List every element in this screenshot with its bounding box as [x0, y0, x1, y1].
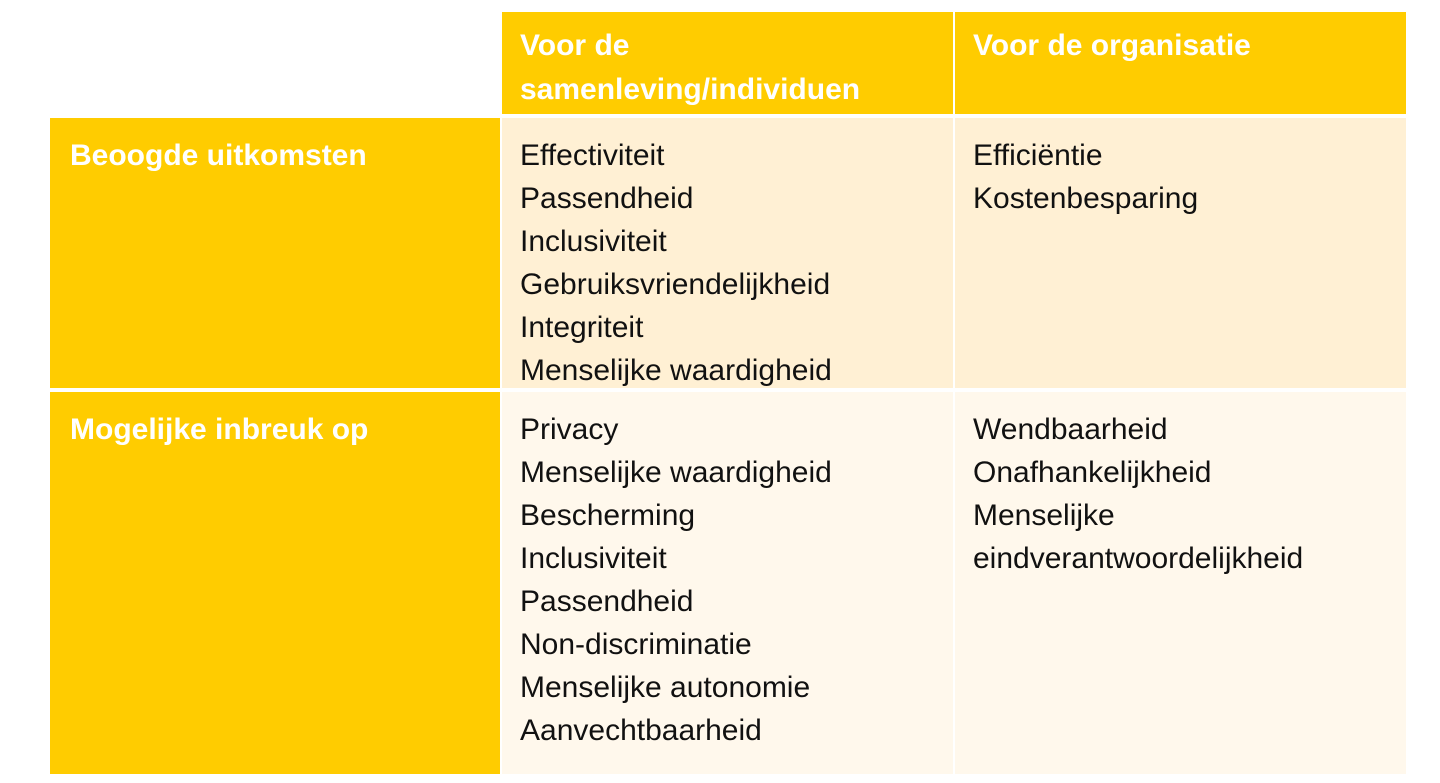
list-item: Privacy: [520, 413, 619, 446]
list-item: Onafhankelijkheid: [973, 456, 1212, 489]
list-item: Wendbaarheid: [973, 413, 1168, 446]
list-item: Gebruiksvriendelijkheid: [520, 268, 831, 301]
row-header-intended-outcomes: [50, 118, 500, 388]
cell-intended-organisation: [955, 118, 1406, 388]
list-item: Menselijke eindverantwoordelijkheid: [973, 499, 1304, 575]
list-item: Non-discriminatie: [520, 628, 752, 661]
table-corner: [50, 12, 500, 114]
row-header-possible-infringement: [50, 392, 500, 774]
list-item: Efficiëntie: [973, 139, 1103, 172]
column-header-organisation: [955, 12, 1406, 114]
cell-infringement-organisation: [955, 392, 1406, 774]
list-item: Passendheid: [520, 182, 694, 215]
column-header-organisation-label: Voor de organisatie: [973, 29, 1251, 62]
cell-infringement-society: [502, 392, 953, 774]
list-item: Menselijke waardigheid: [520, 456, 832, 489]
list-item: Menselijke autonomie: [520, 671, 811, 704]
cell-intended-society: [502, 118, 953, 388]
column-header-society: [502, 12, 953, 114]
list-item: Passendheid: [520, 585, 694, 618]
list-item: Inclusiviteit: [520, 225, 667, 258]
list-item: Aanvechtbaarheid: [520, 714, 762, 747]
list-item: Bescherming: [520, 499, 696, 532]
row-header-possible-infringement-label: Mogelijke inbreuk op: [70, 413, 369, 446]
values-table: [50, 12, 1406, 774]
list-item: Inclusiviteit: [520, 542, 667, 575]
column-header-society-label: Voor de samenleving/individuen: [520, 29, 861, 106]
list-item: Kostenbesparing: [973, 182, 1199, 215]
list-item: Effectiviteit: [520, 139, 665, 172]
list-item: Menselijke waardigheid: [520, 354, 832, 387]
row-header-intended-outcomes-label: Beoogde uitkomsten: [70, 139, 367, 172]
list-item: Integriteit: [520, 311, 644, 344]
